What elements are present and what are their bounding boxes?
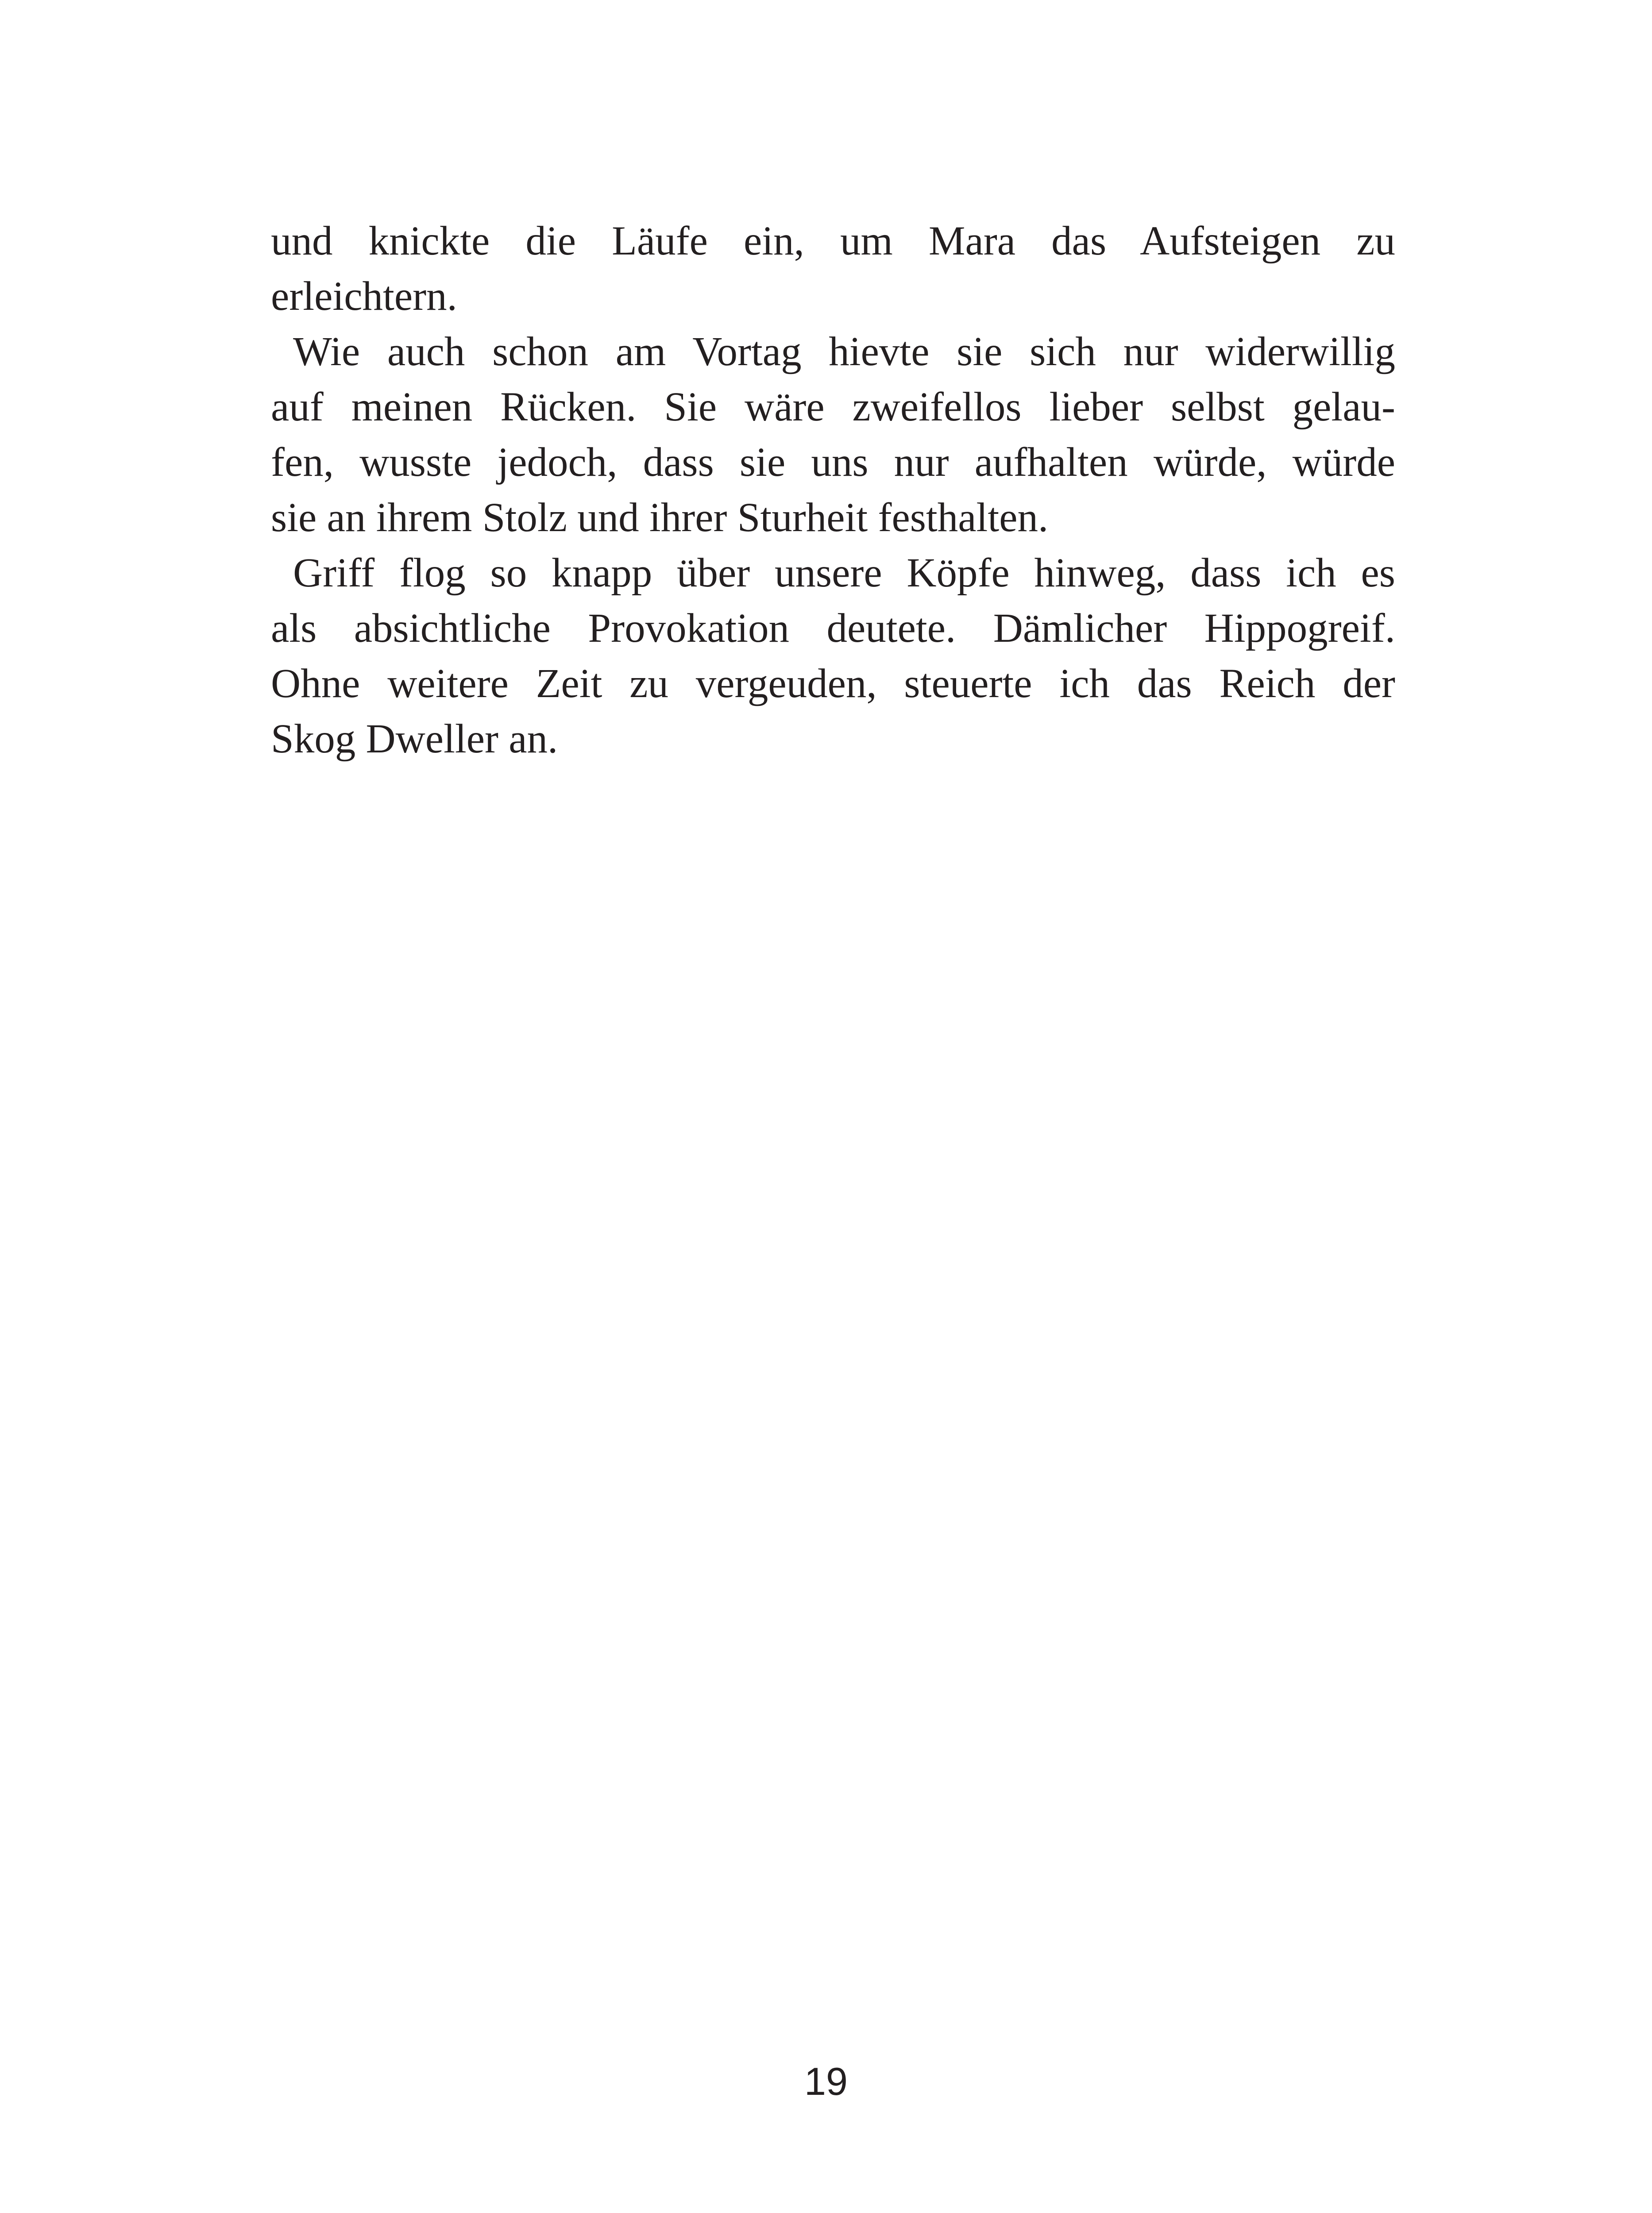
text-line: fen, wusste jedoch, dass sie uns nur aufhalten würde, würde [271, 440, 1395, 485]
text-line: Skog Dweller an. [271, 716, 558, 762]
text-line: erleichtern. [271, 274, 457, 319]
body-text [271, 213, 1395, 767]
page-number: 19 [804, 2059, 848, 2103]
text-line: und knickte die Läufe ein, um Mara das Aufsteigen zu [271, 218, 1395, 264]
text-line: sie an ihrem Stolz und ihrer Sturheit festhalten. [271, 495, 1049, 540]
text-line: Wie auch schon am Vortag hievte sie sich nur widerwillig [293, 329, 1395, 374]
text-line: auf meinen Rücken. Sie wäre zweifellos lieber selbst gelau- [271, 384, 1395, 430]
text-line: Griff flog so knapp über unsere Köpfe hinweg, dass ich es [293, 550, 1395, 596]
text-line: Ohne weitere Zeit zu vergeuden, steuerte ich das Reich der [271, 661, 1395, 706]
text-line: als absichtliche Provokation deutete. Dämlicher Hippogreif. [271, 605, 1395, 651]
